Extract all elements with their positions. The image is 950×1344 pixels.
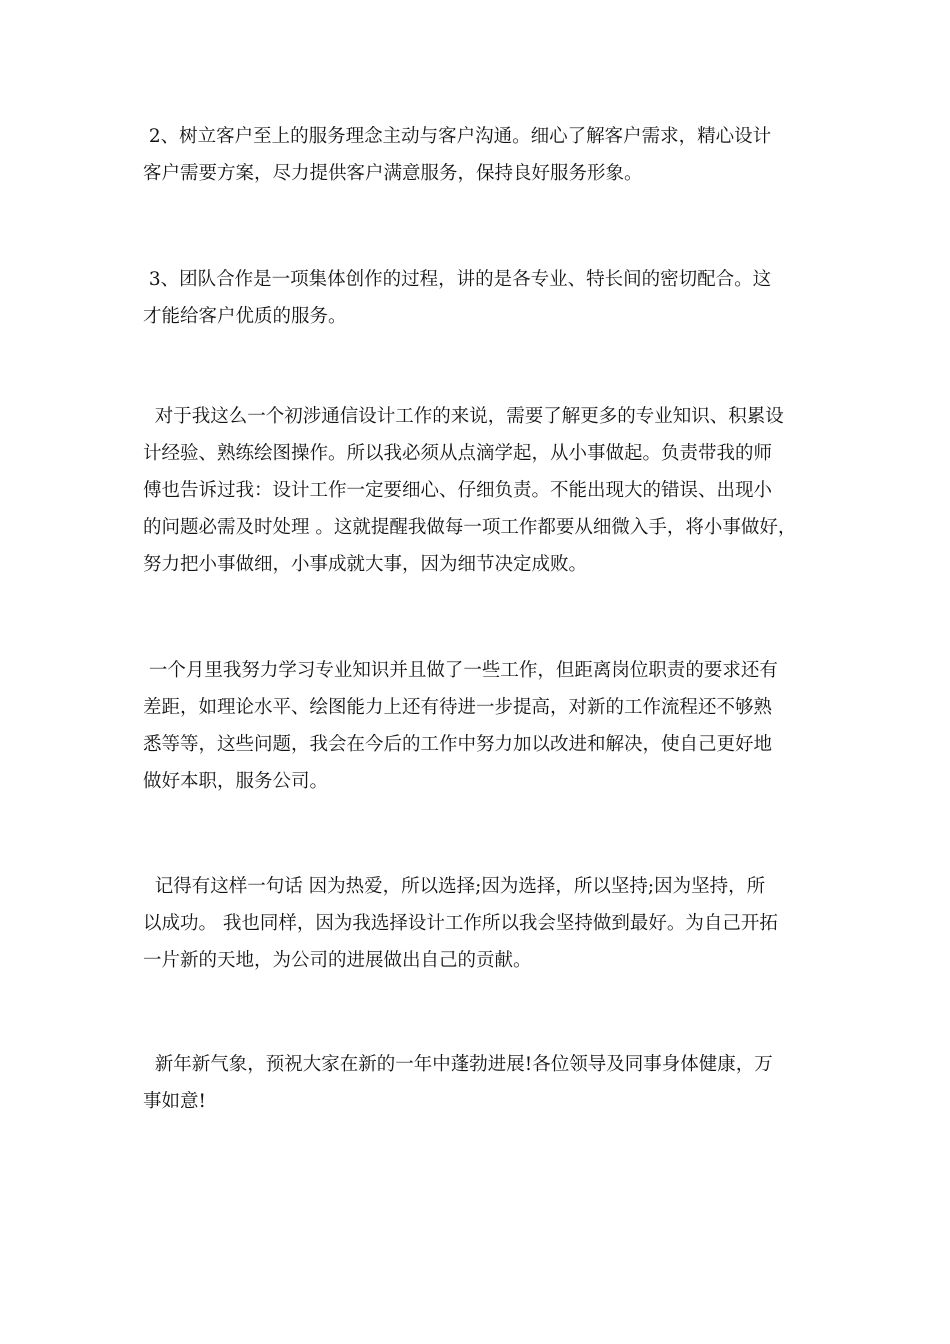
text-line: 差距，如理论水平、绘图能力上还有待进一步提高，对新的工作流程还不够熟	[143, 697, 773, 718]
text-line: 对于我这么一个初涉通信设计工作的来说，需要了解更多的专业知识、积累设	[143, 406, 784, 427]
text-line: 新年新气象，预祝大家在新的一年中蓬勃进展!各位领导及同事身体健康，万	[143, 1054, 773, 1075]
text-line: 才能给客户优质的服务。	[143, 306, 347, 327]
paragraph-motto	[143, 868, 823, 979]
text-line: 努力把小事做细，小事成就大事，因为细节决定成败。	[143, 554, 588, 575]
paragraph-teamwork	[143, 261, 823, 335]
text-line: 一个月里我努力学习专业知识并且做了一些工作，但距离岗位职责的要求还有	[143, 660, 778, 681]
text-line: 2、树立客户至上的服务理念主动与客户沟通。细心了解客户需求，精心设计	[143, 126, 772, 147]
text-line: 的问题必需及时处理 。这就提醒我做每一项工作都要从细微入手，将小事做好，	[143, 517, 797, 538]
paragraph-learning	[143, 398, 823, 583]
text-line: 傅也告诉过我：设计工作一定要细心、仔细负责。不能出现大的错误、出现小	[143, 480, 773, 501]
text-line: 客户需要方案，尽力提供客户满意服务，保持良好服务形象。	[143, 163, 643, 184]
text-line: 悉等等，这些问题，我会在今后的工作中努力加以改进和解决，使自己更好地	[143, 734, 773, 755]
paragraph-new-year-wishes	[143, 1046, 823, 1120]
text-line: 3、团队合作是一项集体创作的过程，讲的是各专业、特长间的密切配合。这	[143, 269, 772, 290]
text-line: 事如意!	[143, 1091, 206, 1112]
text-line: 记得有这样一句话 因为热爱，所以选择;因为选择，所以坚持;因为坚持，所	[143, 876, 766, 897]
text-line: 计经验、熟练绘图操作。所以我必须从点滴学起，从小事做起。负责带我的师	[143, 443, 773, 464]
text-line: 做好本职，服务公司。	[143, 771, 329, 792]
paragraph-service-concept	[143, 118, 823, 192]
text-line: 以成功。 我也同样，因为我选择设计工作所以我会坚持做到最好。为自己开拓	[143, 913, 778, 934]
paragraph-self-improvement	[143, 652, 823, 800]
text-line: 一片新的天地，为公司的进展做出自己的贡献。	[143, 950, 532, 971]
